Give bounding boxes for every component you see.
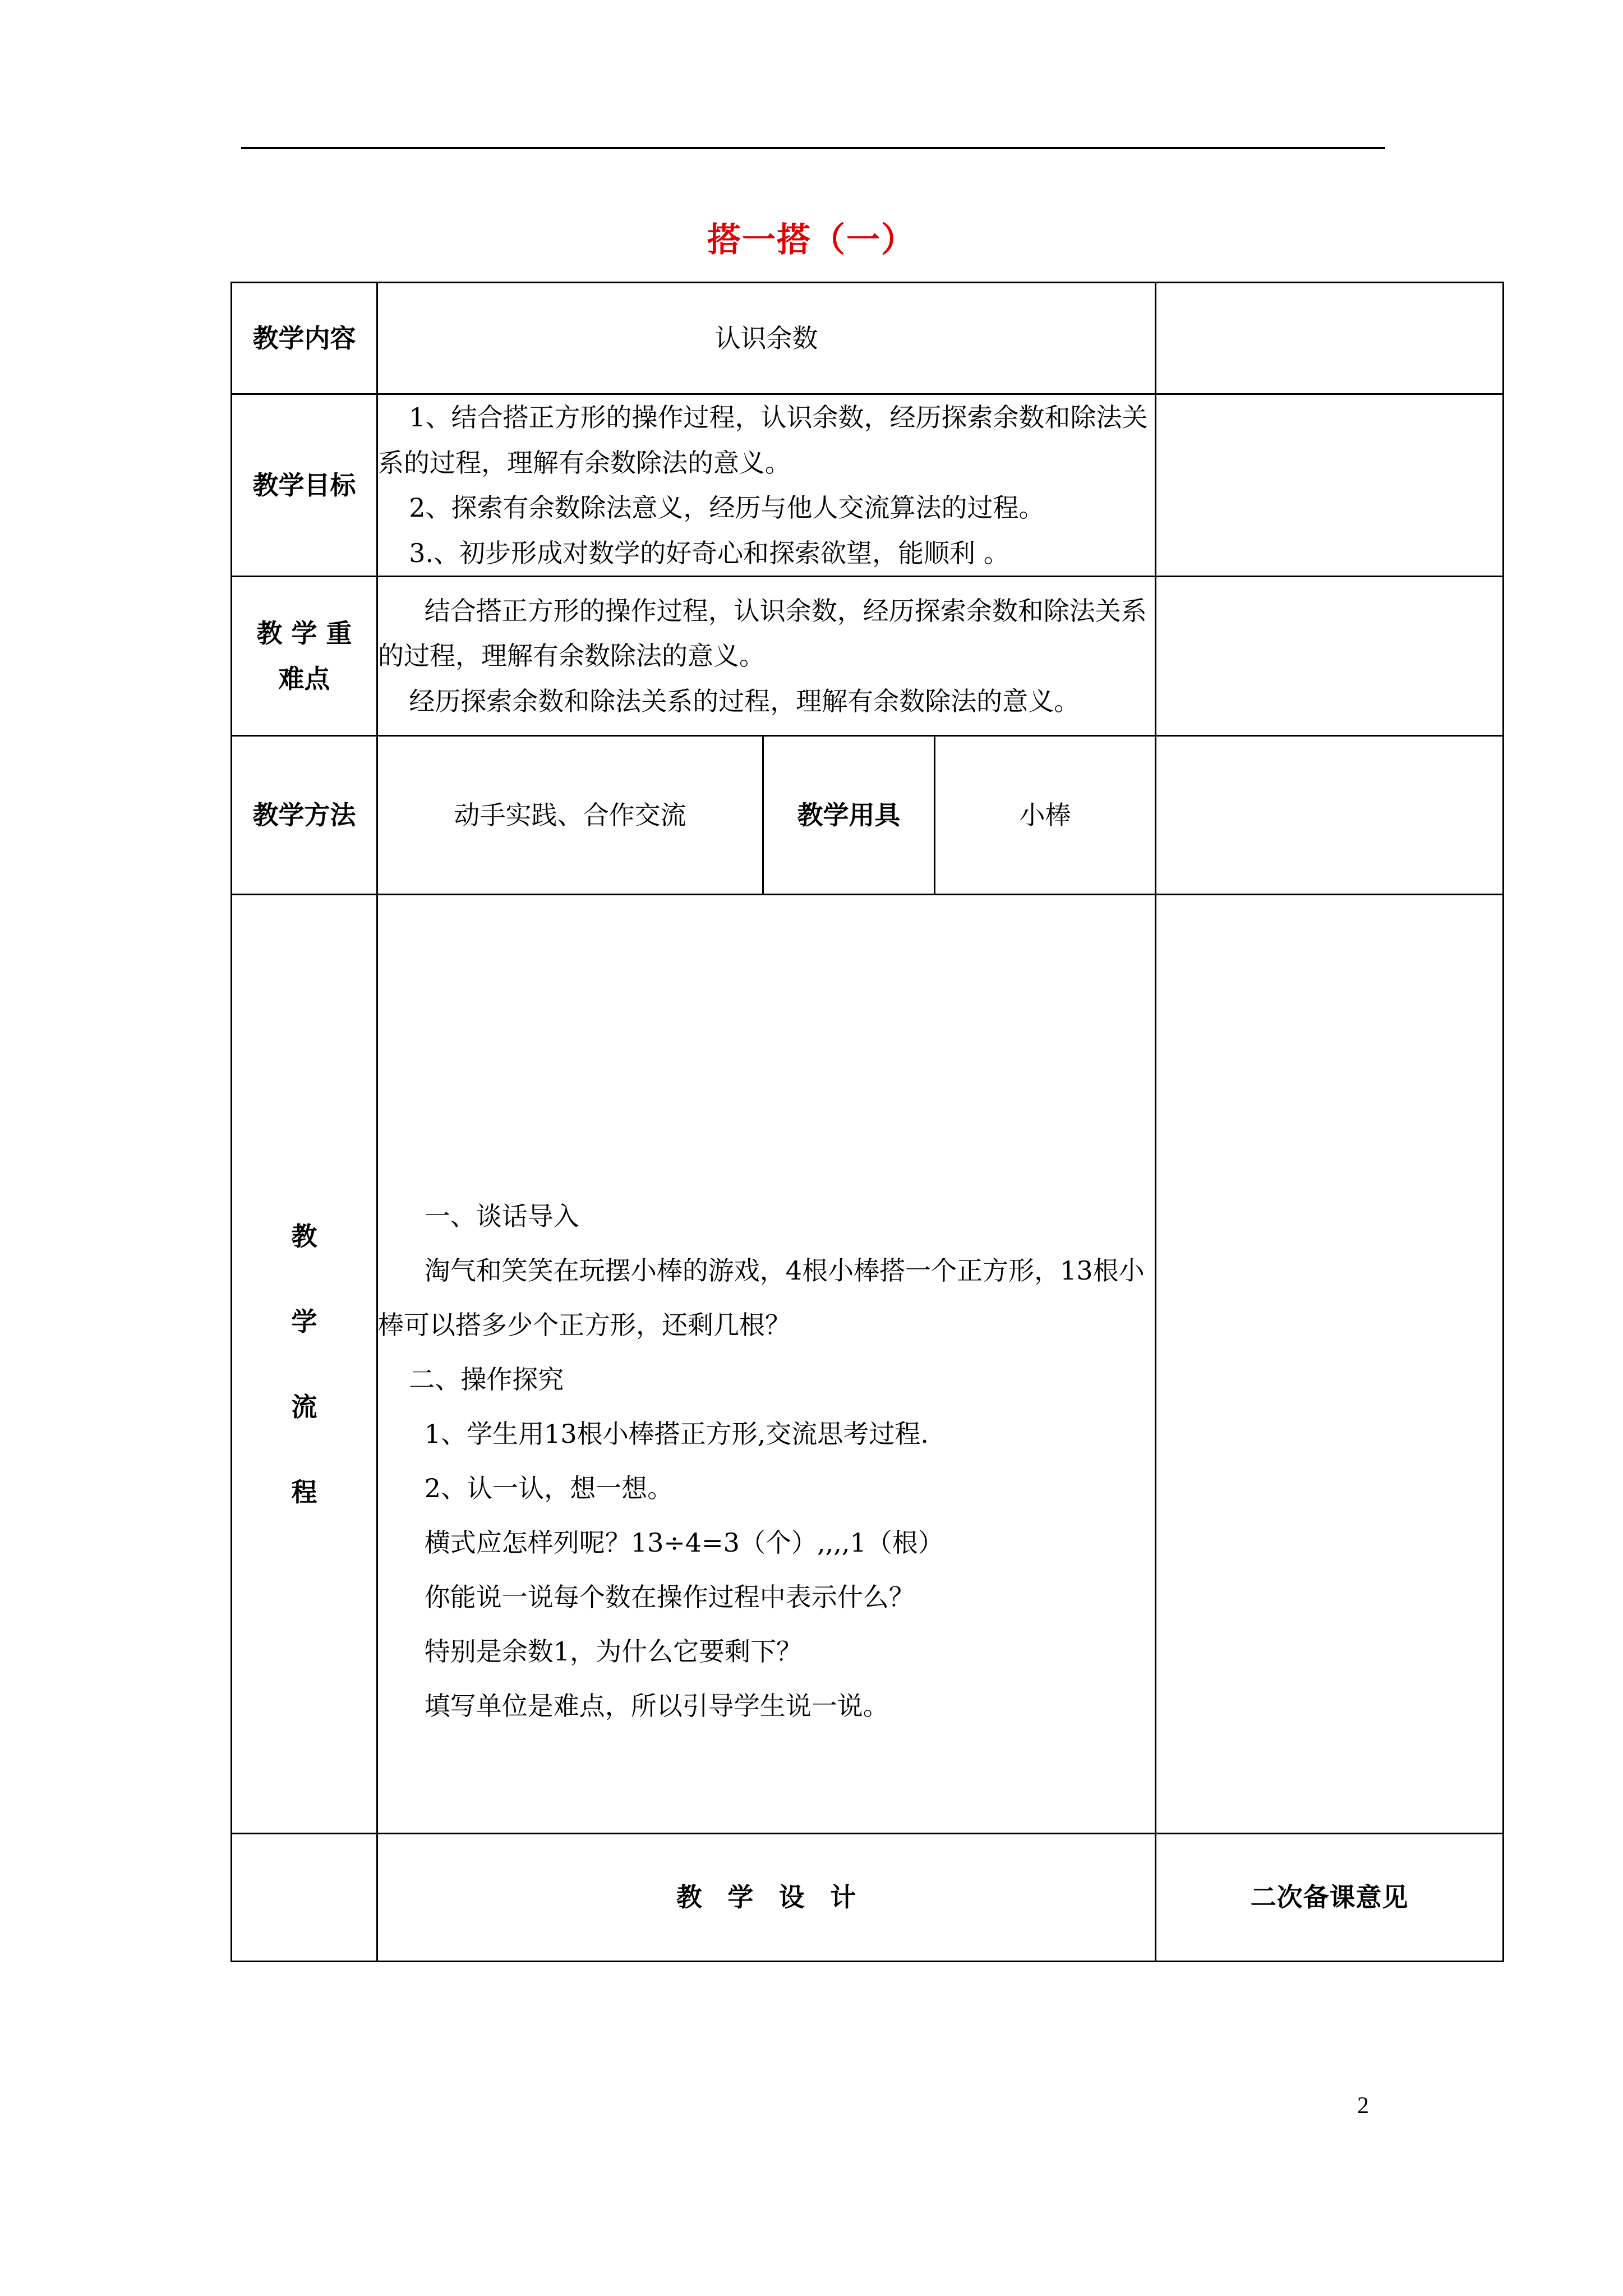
process-line: 1、学生用13根小棒搭正方形,交流思考过程.: [424, 1418, 929, 1449]
goal-line: 3.、初步形成对数学的好奇心和探索欲望，能顺利 。: [409, 537, 1009, 568]
row-goals: [232, 394, 1504, 577]
goals-notes-cell: [1156, 394, 1504, 577]
page-title: 搭一搭（一）: [707, 220, 916, 260]
content-notes-cell: [1156, 283, 1504, 394]
goal-line: 1、结合搭正方形的操作过程，认识余数，经历探索余数和除法关系的过程，理解有余数除法的意义。: [378, 402, 1148, 478]
goals-text: [377, 394, 1156, 577]
process-line: 二、操作探究: [409, 1364, 564, 1395]
key-point-line: 结合搭正方形的操作过程，认识余数，经历探索余数和除法关系的过程，理解有余数除法的意义。: [378, 595, 1147, 671]
key-points-label: 教 学 重难点: [232, 577, 377, 736]
key-point-line: 经历探索余数和除法关系的过程，理解有余数除法的意义。: [409, 685, 1080, 716]
row-method: [232, 736, 1504, 895]
process-line: 2、认一认，想一想。: [424, 1473, 674, 1503]
process-line: 淘气和笑笑在玩摆小棒的游戏，4根小棒搭一个正方形，13根小棒可以搭多少个正方形，还剩几根？: [378, 1255, 1145, 1340]
process-line: 填写单位是难点，所以引导学生说一说。: [424, 1690, 889, 1721]
content-value: 认识余数: [377, 283, 1156, 394]
process-line: 你能说一说每个数在操作过程中表示什么？: [424, 1581, 915, 1612]
process-line: 特别是余数1，为什么它要剩下？: [424, 1636, 803, 1667]
row-process: [232, 895, 1504, 1834]
tools-label: 教学用具: [763, 736, 935, 895]
footer-empty-cell: [232, 1834, 377, 1962]
lesson-plan-table: [230, 282, 1504, 1962]
content-label: 教学内容: [232, 283, 377, 394]
process-label: 教 学 流 程: [232, 895, 377, 1834]
process-line: 一、谈话导入: [424, 1200, 579, 1231]
header-rule: [241, 147, 1385, 149]
row-footer: [232, 1834, 1504, 1962]
goal-line: 2、探索有余数除法意义，经历与他人交流算法的过程。: [409, 493, 1045, 523]
row-key-points: [232, 577, 1504, 736]
key-points-text: [377, 577, 1156, 736]
process-notes-cell: [1156, 895, 1504, 1834]
method-value: 动手实践、合作交流: [377, 736, 763, 895]
method-notes-cell: [1156, 736, 1504, 895]
goals-label: 教学目标: [232, 394, 377, 577]
process-line: 横式应怎样列呢？13÷4=3（个）,,,,1（根）: [424, 1527, 944, 1558]
method-label: 教学方法: [232, 736, 377, 895]
design-label: 教 学 设 计: [377, 1834, 1156, 1962]
page-number: 2: [1357, 2093, 1369, 2119]
row-content: [232, 283, 1504, 394]
process-text: [377, 895, 1156, 1834]
tools-value: 小棒: [935, 736, 1156, 895]
notes-label: 二次备课意见: [1156, 1834, 1504, 1962]
key-points-notes-cell: [1156, 577, 1504, 736]
